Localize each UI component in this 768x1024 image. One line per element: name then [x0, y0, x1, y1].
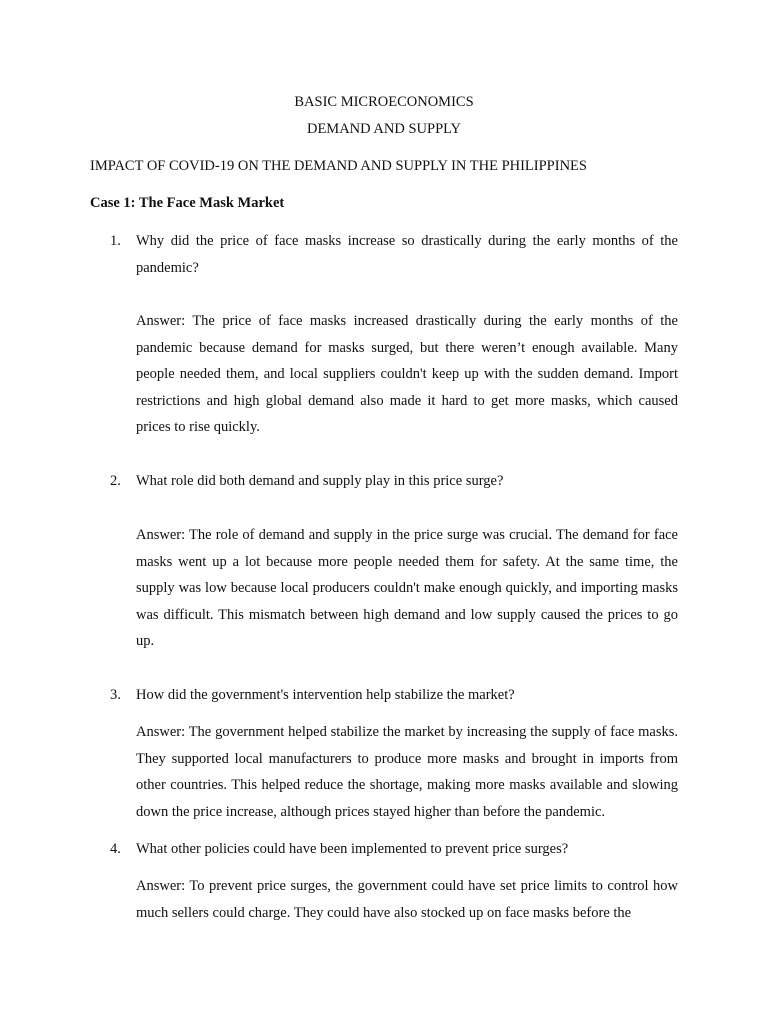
answer-text: Answer: To prevent price surges, the government could have set price limits to control how much sellers could charge. They could have also stocked up on face masks before the: [136, 878, 678, 921]
document-subtitle: DEMAND AND SUPPLY: [306, 121, 462, 137]
question-text: What role did both demand and supply play in this price surge?: [136, 473, 504, 489]
answer-text: Answer: The role of demand and supply in the price surge was crucial. The demand for face masks went up a lot because more people needed them for safety. At the same time, the supply was low because local producers couldn't make enough quickly, and importing masks was difficult. This mismatch between high demand and low supply caused the prices to go up.: [136, 527, 678, 649]
case-heading: Case 1: The Face Mask Market: [90, 195, 285, 211]
question-text: Why did the price of face masks increase so drastically during the early months of the pandemic?: [136, 233, 678, 276]
question-text: How did the government's intervention help stabilize the market?: [136, 687, 515, 703]
question-number: 1.: [110, 233, 121, 249]
question-number: 3.: [110, 687, 121, 703]
document-title: BASIC MICROECONOMICS: [294, 94, 474, 110]
question-text: What other policies could have been implemented to prevent price surges?: [136, 841, 569, 857]
question-number: 2.: [110, 473, 121, 489]
question-item: [110, 228, 678, 281]
document-topic: IMPACT OF COVID-19 ON THE DEMAND AND SUPPLY IN THE PHILIPPINES: [90, 158, 587, 174]
question-item: [110, 682, 678, 709]
question-item: [110, 836, 678, 863]
answer-text: Answer: The government helped stabilize the market by increasing the supply of face masks. They supported local manufacturers to produce more masks and brought in imports from other countries. This helped reduce the shortage, making more masks available and slowing down the price increase, although prices stayed higher than before the pandemic.: [136, 724, 678, 820]
question-number: 4.: [110, 841, 121, 857]
question-item: [110, 468, 678, 495]
answer-text: Answer: The price of face masks increased drastically during the early months of the pandemic because demand for masks surged, but there weren’t enough available. Many people needed them, and local suppliers couldn't keep up with the sudden demand. Import restrictions and high global demand also made it hard to get more masks, which caused prices to rise quickly.: [136, 313, 678, 435]
